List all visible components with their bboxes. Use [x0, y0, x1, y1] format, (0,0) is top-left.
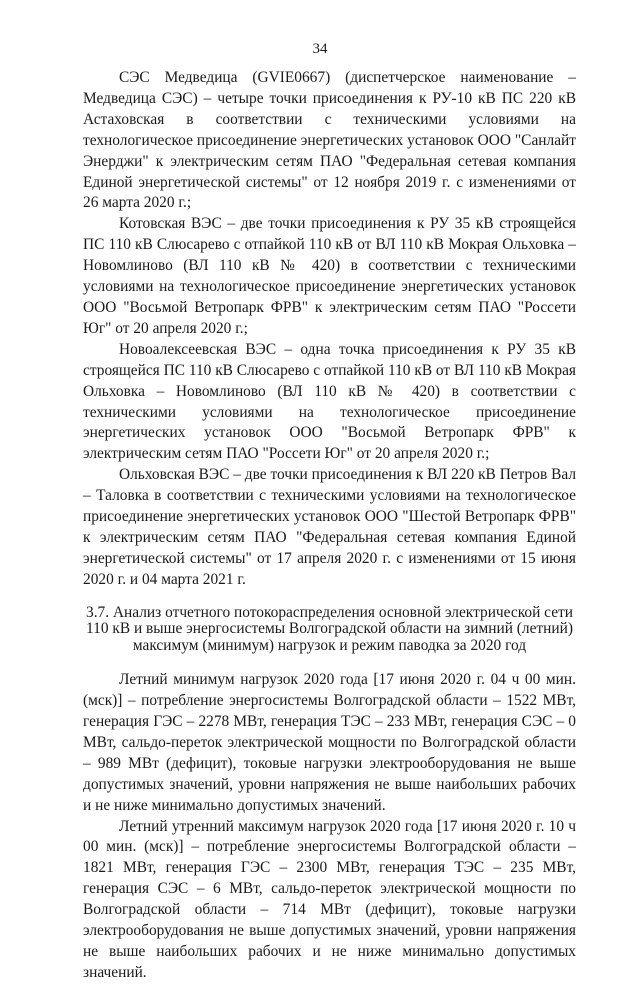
section-heading-line: максимум (минимум) нагрузок и режим паводка за 2020 год — [132, 636, 527, 654]
paragraph-medveditsa-ses: СЭС Медведица (GVIE0667) (диспетчерское наименование – Медведица СЭС) – четыре точки присоединения к РУ-10 кВ ПС 220 кВ Астаховская в соответствии с техническими условиями на технологическое присоединение энергетических установок ООО "Санлайт Энерджи" к электрическим сетям ПАО "Федеральная сетевая компания Единой энергетической системы" от 12 ноября 2019 г. с изменениями от 26 марта 2020 г.; — [83, 69, 576, 212]
section-heading-line: 3.7. Анализ отчетного потокораспределения основной электрической сети — [86, 603, 573, 621]
section-heading — [83, 605, 576, 655]
paragraph-summer-minimum: Летний минимум нагрузок 2020 года [17 июня 2020 г. 04 ч 00 мин. (мск)] – потребление энергосистемы Волгоградской области – 1522 МВт, генерация ГЭС – 2278 МВт, генерация ТЭС – 233 МВт, генерация СЭС – 0 МВт, сальдо-переток электрической мощности по Волгоградской области – 989 МВт (дефицит), токовые нагрузки электрооборудования не выше допустимых значений, уровни напряжения не выше наибольших рабочих и не ниже минимально допустимых значений. — [83, 671, 576, 814]
page-content — [83, 68, 576, 984]
paragraph-novoalekseevskaya-ves: Новоалексеевская ВЭС – одна точка присоединения к РУ 35 кВ строящейся ПС 110 кВ Слюсарево с отпайкой 110 кВ от ВЛ 110 кВ Мокрая Ольховка – Новомлиново (ВЛ 110 кВ № 420) в соответствии с техническими условиями на технологическое присоединение энергетических установок ООО "Восьмой Ветропарк ФРВ" к электрическим сетям ПАО "Россети Юг" от 20 апреля 2020 г.; — [83, 340, 576, 463]
section-heading-line: 110 кВ и выше энергосистемы Волгоградской области на зимний (летний) — [86, 620, 573, 638]
paragraph-kotovskaya-ves: Котовская ВЭС – две точки присоединения к РУ 35 кВ строящейся ПС 110 кВ Слюсарево с отпайкой 110 кВ от ВЛ 110 кВ Мокрая Ольховка – Новомлиново (ВЛ 110 кВ № 420) в соответствии с техническими условиями на технологическое присоединение энергетических установок ООО "Восьмой Ветропарк ФРВ" к электрическим сетям ПАО "Россети Юг" от 20 апреля 2020 г.; — [83, 215, 576, 337]
paragraph-olkhovskaya-ves: Ольховская ВЭС – две точки присоединения к ВЛ 220 кВ Петров Вал – Таловка в соответствии с техническими условиями на технологическое присоединение энергетических установок ООО "Шестой Ветропарк ФРВ" к электрическим сетям ПАО "Федеральная сетевая компания Единой энергетической системы" от 17 апреля 2020 г. с изменениями от 15 июня 2020 г. и 04 марта 2021 г. — [83, 466, 576, 588]
page-number: 34 — [312, 41, 328, 57]
paragraph-summer-morning-maximum: Летний утренний максимум нагрузок 2020 года [17 июня 2020 г. 10 ч 00 мин. (мск)] – потребление энергосистемы Волгоградской области – 1821 МВт, генерация ГЭС – 2300 МВт, генерация ТЭС – 235 МВт, генерация СЭС – 6 МВт, сальдо-переток электрической мощности по Волгоградской области – 714 МВт (дефицит), токовые нагрузки электрооборудования не выше допустимых значений, уровни напряжения не выше наибольших рабочих и не ниже минимально допустимых значений. — [83, 817, 576, 981]
